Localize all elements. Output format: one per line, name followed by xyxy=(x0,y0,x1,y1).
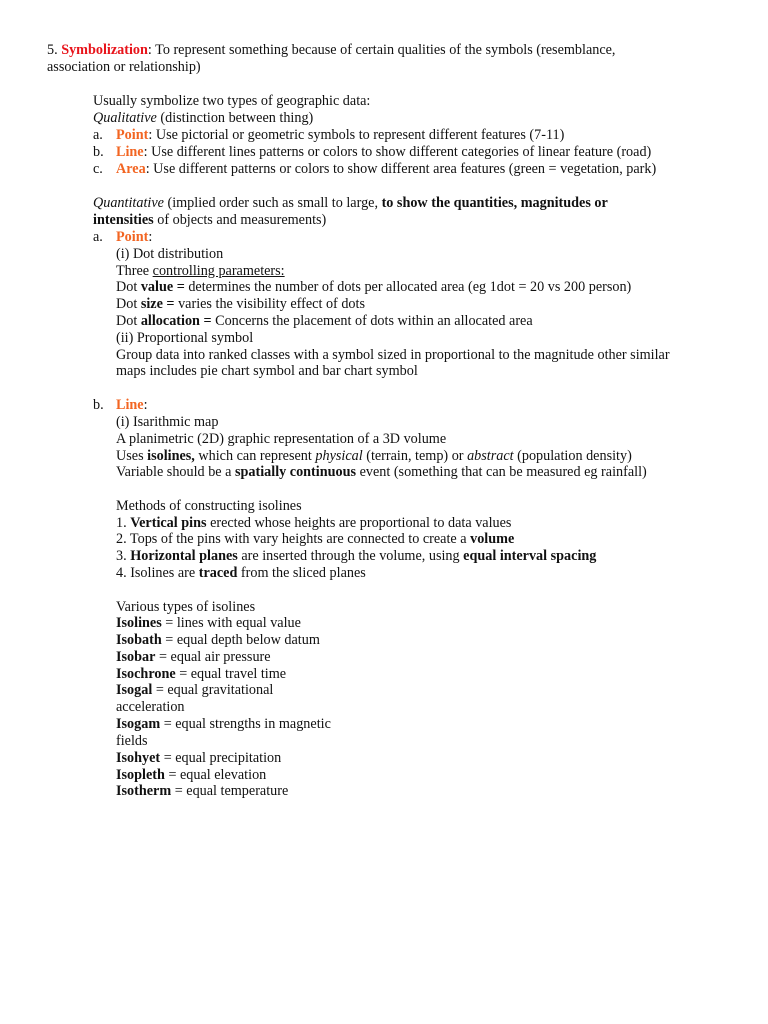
isoline-type xyxy=(116,750,281,767)
param-size xyxy=(116,296,365,313)
bold-term: Horizontal planes xyxy=(130,548,238,564)
italic-term: abstract xyxy=(467,448,514,464)
heading-continuation: association or relationship) xyxy=(47,59,201,75)
type-def: = equal temperature xyxy=(171,783,289,799)
isoline-type xyxy=(116,666,286,683)
text: from the sliced planes xyxy=(237,565,366,581)
type-def: = equal precipitation xyxy=(160,750,282,766)
quantitative-label: Quantitative xyxy=(93,195,164,211)
type-term: Isochrone xyxy=(116,666,176,682)
text: erected whose heights are proportional to data values xyxy=(206,515,512,531)
param-term: size = xyxy=(140,296,175,312)
bold-term: isolines, xyxy=(147,448,195,464)
type-def: = lines with equal value xyxy=(161,615,301,631)
qualitative-item-area xyxy=(93,161,656,178)
quantitative-note: (implied order such as small to large, xyxy=(163,195,382,211)
quantitative-note-bold: intensities xyxy=(93,212,154,228)
type-term: Isobar xyxy=(116,649,156,665)
param-value xyxy=(116,279,631,296)
item-text: : Use different patterns or colors to show different area features (green = vegetation, park) xyxy=(145,161,657,177)
bold-term: volume xyxy=(470,531,515,547)
type-def: = equal air pressure xyxy=(155,649,271,665)
param-prefix: Dot xyxy=(116,296,141,312)
param-text: varies the visibility effect of dots xyxy=(174,296,365,312)
item-colon: : xyxy=(148,229,153,245)
type-def: = equal gravitational acceleration xyxy=(116,682,274,715)
type-term: Isolines xyxy=(116,615,162,631)
method-step-2 xyxy=(116,531,514,548)
methods-title: Methods of constructing isolines xyxy=(116,498,302,514)
item-term: Area xyxy=(116,161,146,177)
list-marker: c. xyxy=(93,161,103,177)
type-term: Isohyet xyxy=(116,750,161,766)
list-marker: a. xyxy=(93,229,103,245)
bold-term: traced xyxy=(198,565,238,581)
list-marker: b. xyxy=(93,144,104,160)
item-term: Point xyxy=(116,127,149,143)
text: (terrain, temp) or xyxy=(362,448,468,464)
item-term: Line xyxy=(116,144,144,160)
text: which can represent xyxy=(194,448,316,464)
text: 4. Isolines are xyxy=(116,565,199,581)
quantitative-line-heading xyxy=(93,397,148,414)
isarithmic-map: (i) Isarithmic map xyxy=(116,414,219,430)
qualitative-label: Qualitative xyxy=(93,110,157,126)
italic-term: physical xyxy=(315,448,363,464)
heading-text: : To represent something because of certain qualities of the symbols (resemblance, xyxy=(147,42,616,58)
param-text: determines the number of dots per allocated area (eg 1dot = 20 vs 200 person) xyxy=(184,279,632,295)
text: are inserted through the volume, using xyxy=(237,548,464,564)
method-step-3 xyxy=(116,548,596,565)
quantitative-note-bold: to show the quantities, magnitudes or xyxy=(381,195,608,211)
type-term: Isogal xyxy=(116,682,153,698)
proportional-text-2: maps includes pie chart symbol and bar chart symbol xyxy=(116,363,418,379)
qualitative-heading xyxy=(93,110,313,127)
section-heading xyxy=(47,42,615,59)
step-number: 1. xyxy=(116,515,131,531)
isoline-type xyxy=(116,783,288,800)
controlling-parameters xyxy=(116,263,285,280)
planimetric-text: A planimetric (2D) graphic representation of a 3D volume xyxy=(116,431,447,447)
type-term: Isogam xyxy=(116,716,161,732)
item-term: Point xyxy=(116,229,149,245)
variable-text xyxy=(116,464,647,481)
isoline-type xyxy=(116,682,316,716)
type-def: = equal strengths in magnetic fields xyxy=(116,716,331,749)
method-step-4 xyxy=(116,565,366,582)
step-number: 3. xyxy=(116,548,131,564)
params-label: controlling parameters: xyxy=(152,263,285,279)
param-prefix: Dot xyxy=(116,279,141,295)
quantitative-point-heading xyxy=(93,229,152,246)
bold-term: spatially continuous xyxy=(234,464,357,480)
type-term: Isobath xyxy=(116,632,162,648)
param-allocation xyxy=(116,313,533,330)
param-term: value = xyxy=(140,279,185,295)
text: Variable should be a xyxy=(116,464,235,480)
uses-isolines xyxy=(116,448,632,465)
types-title: Various types of isolines xyxy=(116,599,256,615)
params-prefix: Three xyxy=(116,263,153,279)
intro-text: Usually symbolize two types of geographic data: xyxy=(93,93,371,109)
isoline-type xyxy=(116,767,266,784)
type-term: Isotherm xyxy=(116,783,172,799)
type-term: Isopleth xyxy=(116,767,165,783)
param-term: allocation = xyxy=(140,313,212,329)
param-prefix: Dot xyxy=(116,313,141,329)
isoline-type xyxy=(116,632,320,649)
qualitative-note: (distinction between thing) xyxy=(156,110,314,126)
list-marker: b. xyxy=(93,397,104,413)
item-colon: : xyxy=(143,397,148,413)
qualitative-item-line xyxy=(93,144,651,161)
param-text: Concerns the placement of dots within an allocated area xyxy=(211,313,533,329)
proportional-symbol: (ii) Proportional symbol xyxy=(116,330,254,346)
text: Uses xyxy=(116,448,148,464)
isoline-type xyxy=(116,615,301,632)
method-step-1 xyxy=(116,515,511,532)
text: 2. Tops of the pins with vary heights are connected to create a xyxy=(116,531,471,547)
type-def: = equal depth below datum xyxy=(161,632,320,648)
item-text: : Use pictorial or geometric symbols to represent different features (7-11) xyxy=(148,127,565,143)
quantitative-heading xyxy=(93,195,608,212)
type-def: = equal travel time xyxy=(175,666,287,682)
text: event (something that can be measured eg rainfall) xyxy=(356,464,647,480)
list-marker: a. xyxy=(93,127,103,143)
quantitative-note: of objects and measurements) xyxy=(153,212,327,228)
item-text: : Use different lines patterns or colors to show different categories of linear feature (road) xyxy=(143,144,652,160)
quantitative-heading-cont xyxy=(93,212,326,229)
section-number: 5. xyxy=(47,42,58,58)
bold-term: Vertical pins xyxy=(130,515,207,531)
proportional-text-1: Group data into ranked classes with a symbol sized in proportional to the magnitude other similar xyxy=(116,347,670,363)
qualitative-item-point xyxy=(93,127,564,144)
type-def: = equal elevation xyxy=(164,767,267,783)
text: (population density) xyxy=(513,448,632,464)
heading-term: Symbolization xyxy=(61,42,148,58)
isoline-type xyxy=(116,649,271,666)
bold-term: equal interval spacing xyxy=(463,548,597,564)
item-term: Line xyxy=(116,397,144,413)
dot-distribution: (i) Dot distribution xyxy=(116,246,224,262)
isoline-type xyxy=(116,716,361,750)
